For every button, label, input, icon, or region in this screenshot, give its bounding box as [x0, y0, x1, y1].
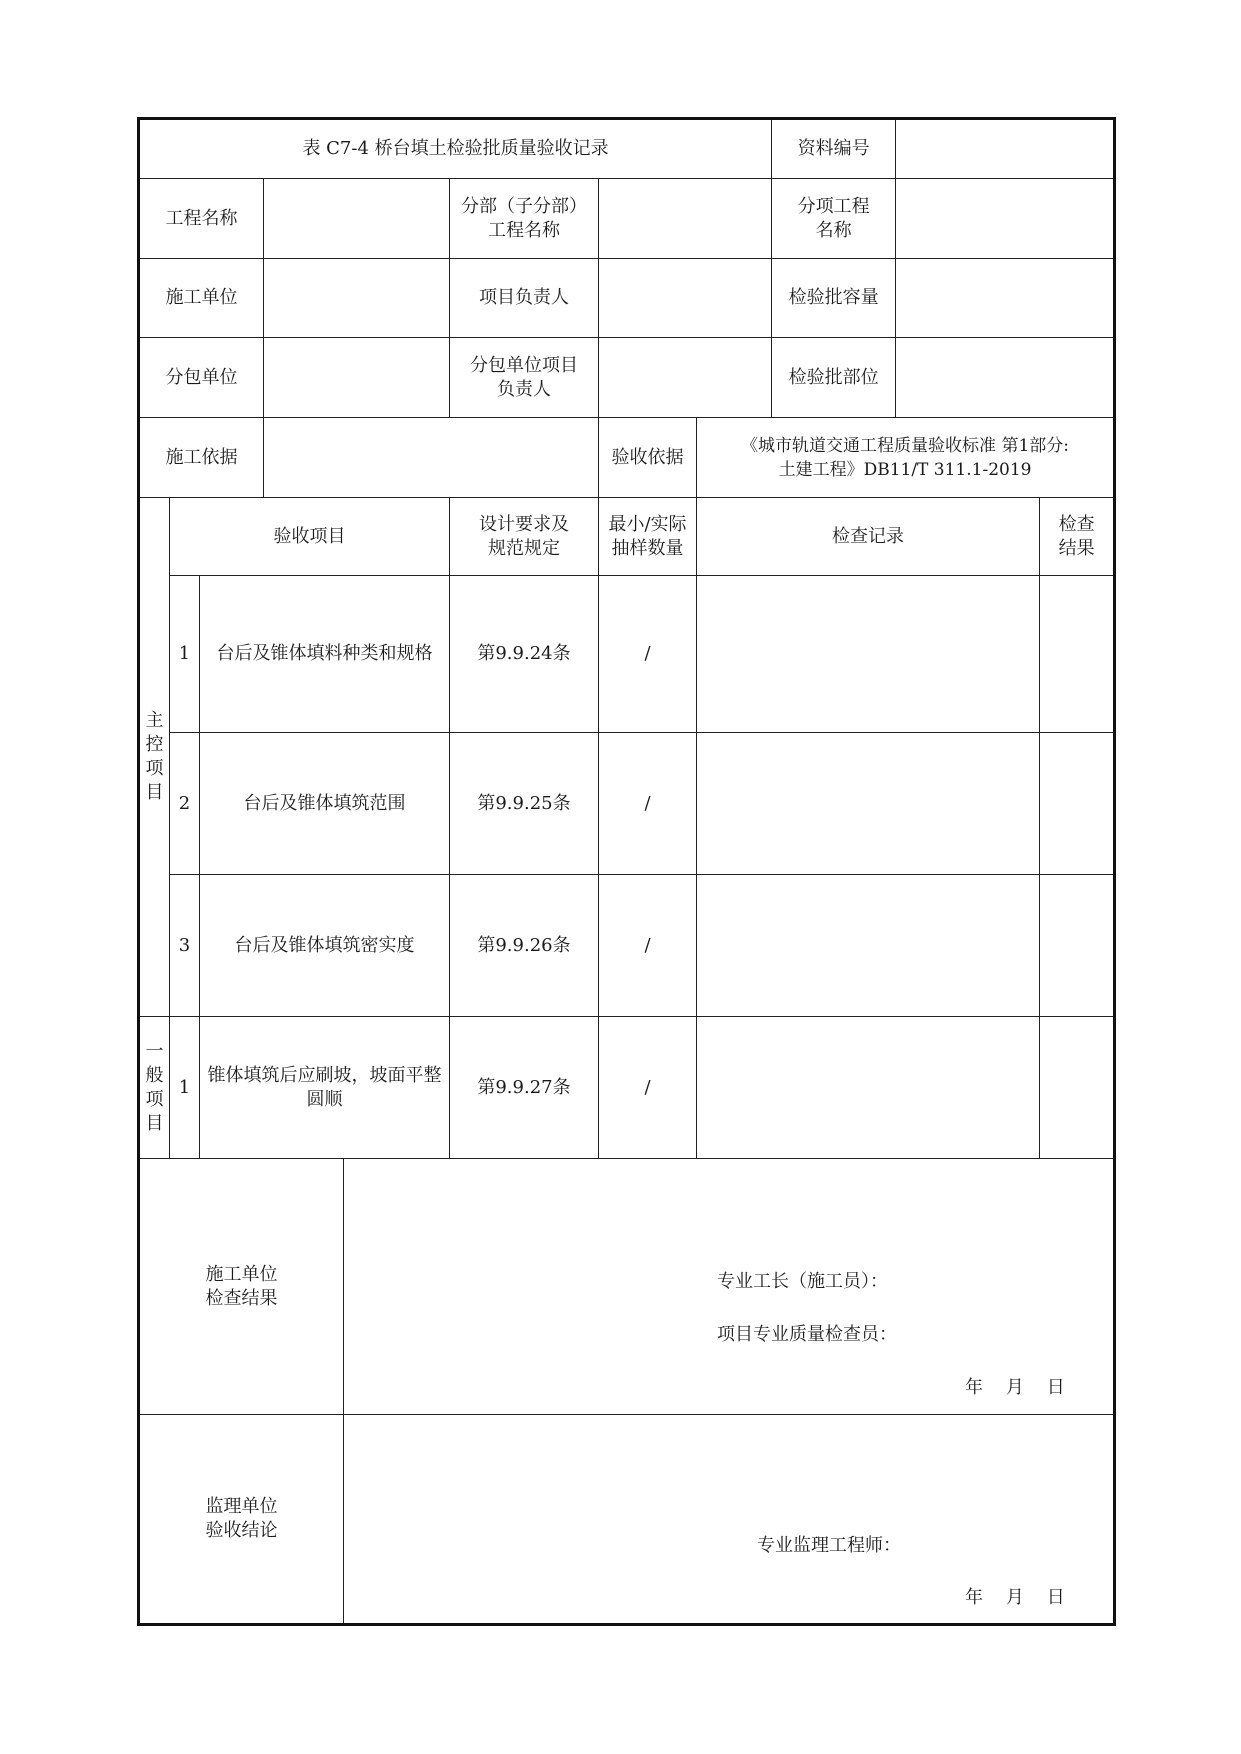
- item-record-field[interactable]: [697, 733, 1040, 875]
- item-result-field[interactable]: [1040, 1017, 1115, 1159]
- doc-number-label: 资料编号: [772, 119, 896, 179]
- item-result-field[interactable]: [1040, 733, 1115, 875]
- subitem-field[interactable]: [896, 179, 1115, 259]
- item-sample[interactable]: /: [599, 733, 697, 875]
- item-number: 1: [170, 1017, 200, 1159]
- form-title: 表 C7-4 桥台填土检验批质量验收记录: [139, 119, 772, 179]
- inspection-form-table: [137, 117, 1116, 1626]
- batch-capacity-label: 检验批容量: [772, 259, 896, 338]
- doc-number-field[interactable]: [896, 119, 1115, 179]
- items-header-item: 验收项目: [170, 498, 450, 576]
- item-result-field[interactable]: [1040, 576, 1115, 733]
- division-label: 分部（子分部） 工程名称: [450, 179, 599, 259]
- project-manager-field[interactable]: [599, 259, 772, 338]
- sub-manager-field[interactable]: [599, 338, 772, 418]
- items-header-sample: 最小/实际 抽样数量: [599, 498, 697, 576]
- item-name: 台后及锥体填筑范围: [200, 733, 450, 875]
- items-header-design: 设计要求及 规范规定: [450, 498, 599, 576]
- item-number: 1: [170, 576, 200, 733]
- contractor-field[interactable]: [264, 259, 450, 338]
- acceptance-basis-label: 验收依据: [599, 418, 697, 498]
- supervisor-engineer-signature-label: 专业监理工程师：: [757, 1535, 901, 1556]
- supervisor-check-label: 监理单位 验收结论: [139, 1415, 344, 1625]
- project-name-field[interactable]: [264, 179, 450, 259]
- item-record-field[interactable]: [697, 1017, 1040, 1159]
- item-record-field[interactable]: [697, 875, 1040, 1017]
- item-spec: 第9.9.26条: [450, 875, 599, 1017]
- batch-location-field[interactable]: [896, 338, 1115, 418]
- item-sample[interactable]: /: [599, 576, 697, 733]
- table-row: [139, 875, 1115, 1017]
- item-sample[interactable]: /: [599, 1017, 697, 1159]
- foreman-signature-label: 专业工长（施工员）：: [717, 1271, 888, 1292]
- subcontractor-field[interactable]: [264, 338, 450, 418]
- inspector-signature-label: 项目专业质量检查员：: [717, 1324, 897, 1345]
- supervisor-check-area[interactable]: [344, 1415, 1115, 1625]
- contractor-check-area[interactable]: [344, 1159, 1115, 1415]
- project-manager-label: 项目负责人: [450, 259, 599, 338]
- acceptance-basis-value: 《城市轨道交通工程质量验收标准 第1部分: 土建工程》DB11/T 311.1-2019: [697, 418, 1115, 498]
- contractor-check-label: 施工单位 检查结果: [139, 1159, 344, 1415]
- items-header-record: 检查记录: [697, 498, 1040, 576]
- contractor-label: 施工单位: [139, 259, 264, 338]
- subitem-label: 分项工程 名称: [772, 179, 896, 259]
- supervisor-check-date: 年 月 日: [965, 1587, 1065, 1608]
- subcontractor-label: 分包单位: [139, 338, 264, 418]
- item-result-field[interactable]: [1040, 875, 1115, 1017]
- item-sample[interactable]: /: [599, 875, 697, 1017]
- item-spec: 第9.9.25条: [450, 733, 599, 875]
- item-name: 锥体填筑后应刷坡，坡面平整圆顺: [200, 1017, 450, 1159]
- contractor-check-date: 年 月 日: [965, 1377, 1065, 1398]
- sub-manager-label: 分包单位项目 负责人: [450, 338, 599, 418]
- item-number: 3: [170, 875, 200, 1017]
- item-name: 台后及锥体填筑密实度: [200, 875, 450, 1017]
- item-record-field[interactable]: [697, 576, 1040, 733]
- construction-basis-field[interactable]: [264, 418, 599, 498]
- table-row: [139, 733, 1115, 875]
- project-name-label: 工程名称: [139, 179, 264, 259]
- item-name: 台后及锥体填料种类和规格: [200, 576, 450, 733]
- general-label: 一般项目: [139, 1017, 170, 1159]
- main-control-label: 主控项目: [139, 498, 170, 1017]
- item-spec: 第9.9.27条: [450, 1017, 599, 1159]
- table-row: [139, 1017, 1115, 1159]
- items-header-result: 检查 结果: [1040, 498, 1115, 576]
- table-row: [139, 576, 1115, 733]
- item-spec: 第9.9.24条: [450, 576, 599, 733]
- division-field[interactable]: [599, 179, 772, 259]
- item-number: 2: [170, 733, 200, 875]
- batch-capacity-field[interactable]: [896, 259, 1115, 338]
- batch-location-label: 检验批部位: [772, 338, 896, 418]
- construction-basis-label: 施工依据: [139, 418, 264, 498]
